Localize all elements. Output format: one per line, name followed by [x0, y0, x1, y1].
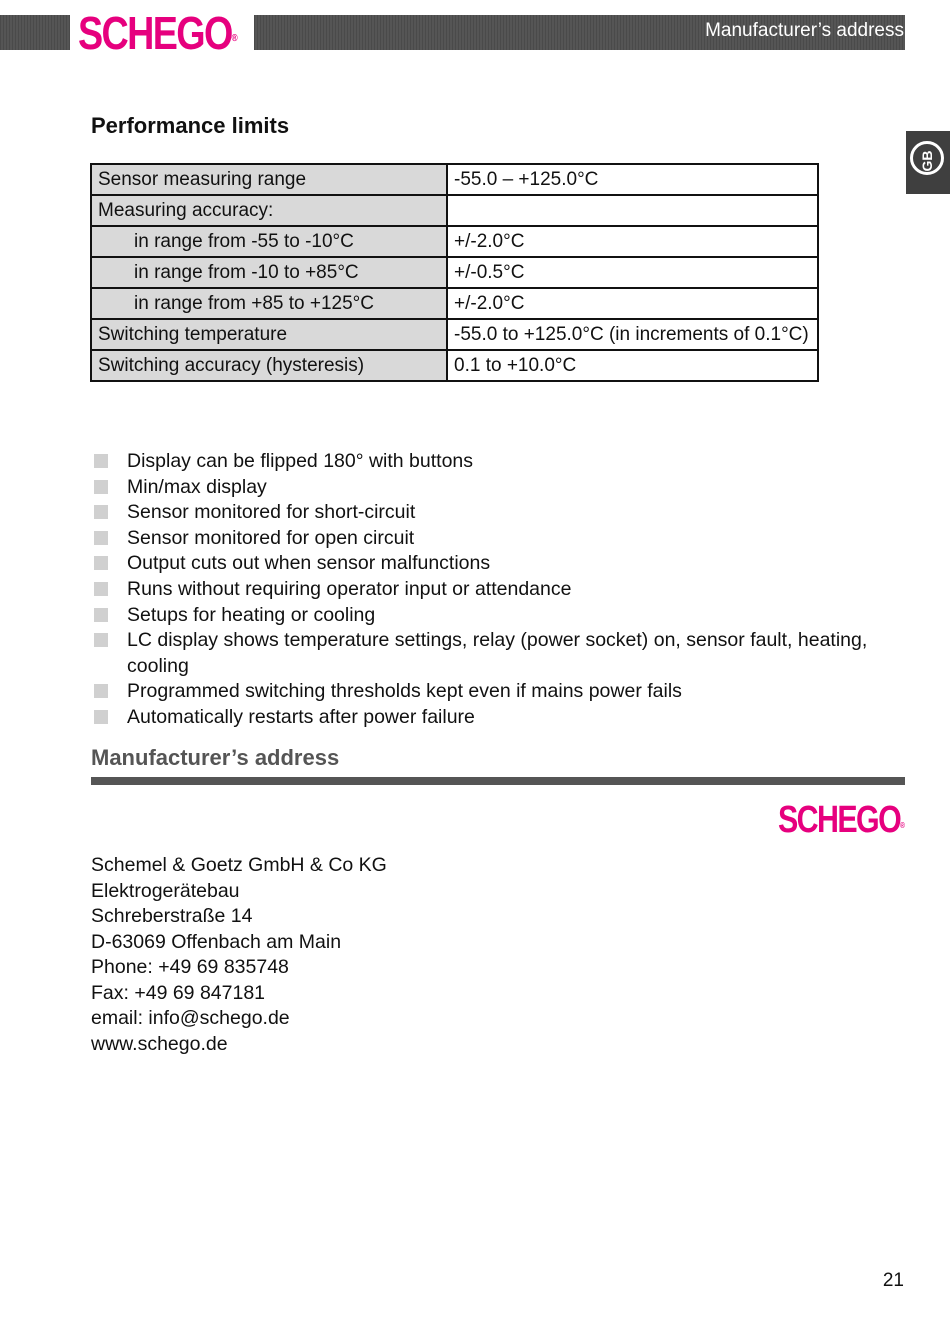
fax-line: Fax: +49 69 847181 [91, 981, 266, 1004]
list-item: Sensor monitored for open circuit [92, 526, 912, 552]
list-item: Display can be flipped 180° with buttons [92, 449, 912, 475]
table-row [91, 257, 818, 288]
table-cell-label: in range from -10 to +85°C [91, 257, 447, 288]
page-number: 21 [882, 1270, 904, 1291]
email-line: email: info@schego.de [91, 1007, 290, 1029]
table-cell-value: +/-2.0°C [447, 288, 818, 319]
table-cell-label: Switching temperature [91, 319, 447, 350]
table-row [91, 350, 818, 381]
manufacturer-address [91, 853, 387, 1057]
table-cell-value: 0.1 to +10.0°C [447, 350, 818, 381]
address-line: Schreberstraße 14 [91, 905, 253, 927]
table-cell-value: -55.0 to +125.0°C (in increments of 0.1°C) [447, 319, 818, 350]
table-cell-label: Sensor measuring range [91, 164, 447, 195]
address-line: D-63069 Offenbach am Main [91, 930, 342, 953]
list-item: Setups for heating or cooling [92, 603, 912, 629]
header-title: Manufacturer’s address [705, 20, 904, 41]
table-cell-value: +/-0.5°C [447, 257, 818, 288]
square-bullet-icon [94, 454, 108, 468]
square-bullet-icon [94, 505, 108, 519]
header-bar-left [0, 15, 70, 50]
website-line: www.schego.de [91, 1032, 228, 1055]
table-cell-label: Measuring accuracy: [91, 195, 447, 226]
table-cell-label: in range from -55 to -10°C [91, 226, 447, 257]
list-item: Automatically restarts after power failure [92, 705, 912, 731]
square-bullet-icon [94, 710, 108, 724]
square-bullet-icon [94, 684, 108, 698]
list-item: Sensor monitored for short-circuit [92, 500, 912, 526]
section-title-performance: Performance limits [91, 113, 290, 138]
section-title-address: Manufacturer’s address [91, 745, 340, 770]
square-bullet-icon [94, 480, 108, 494]
address-line: Schemel & Goetz GmbH & Co KG [91, 854, 387, 876]
schego-logo-small: SCHEGO® [778, 799, 905, 841]
phone-line: Phone: +49 69 835748 [91, 956, 289, 978]
table-row [91, 319, 818, 350]
language-tab [906, 131, 950, 194]
list-item: Programmed switching thresholds kept even if mains power fails [92, 679, 912, 705]
square-bullet-icon [94, 582, 108, 596]
table-cell-value: +/-2.0°C [447, 226, 818, 257]
list-item: Min/max display [92, 475, 912, 501]
schego-logo: SCHEGO® [78, 7, 238, 59]
table-cell-value: -55.0 – +125.0°C [447, 164, 818, 195]
square-bullet-icon [94, 531, 108, 545]
features-list [92, 449, 912, 731]
section-divider [91, 777, 905, 785]
address-line: Elektrogerätebau [91, 879, 240, 902]
list-item: Runs without requiring operator input or attendance [92, 577, 912, 603]
square-bullet-icon [94, 608, 108, 622]
table-row [91, 226, 818, 257]
table-cell-label: Switching accuracy (hysteresis) [91, 350, 447, 381]
table-row [91, 164, 818, 195]
table-cell-value [447, 195, 818, 226]
square-bullet-icon [94, 556, 108, 570]
list-item: Output cuts out when sensor malfunctions [92, 551, 912, 577]
table-row [91, 288, 818, 319]
language-badge: GB [910, 141, 944, 175]
table-row [91, 195, 818, 226]
table-cell-label: in range from +85 to +125°C [91, 288, 447, 319]
performance-table [90, 163, 819, 382]
square-bullet-icon [94, 633, 108, 647]
list-item: LC display shows temperature settings, relay (power socket) on, sensor fault, heating, cooling [92, 628, 912, 679]
